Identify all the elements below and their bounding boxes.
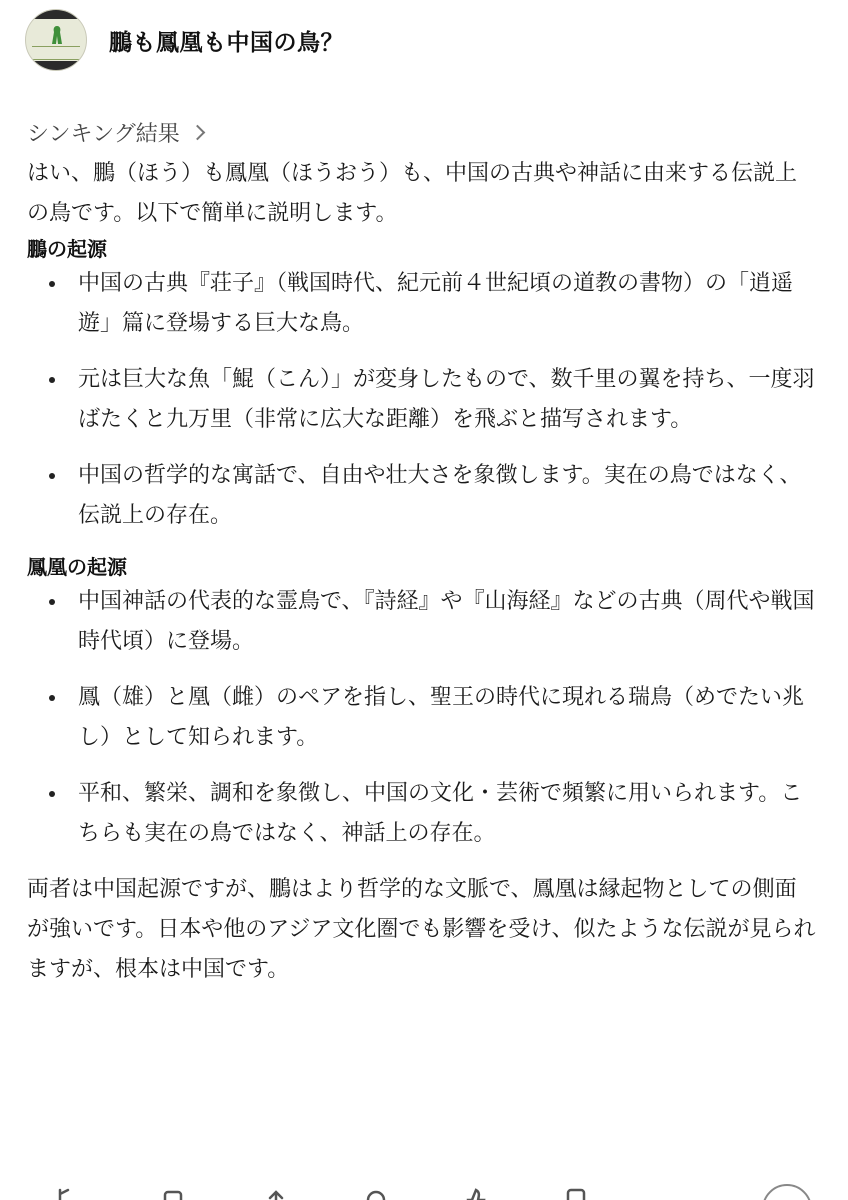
list-item-text: 平和、繁栄、調和を象徴し、中国の文化・芸術で頻繁に用いられます。こちらも実在の鳥ではなく、神話上の存在。 [78,781,803,846]
list-item-text: 中国の古典『荘子』（戦国時代、紀元前４世紀頃の道教の書物）の「逍遥遊」篇に登場する巨大な鳥。 [78,271,794,336]
list-item-text: 中国神話の代表的な霊鳥で、『詩経』や『山海経』などの古典（周代や戦国時代頃）に登場。 [78,589,815,654]
chat-header [25,8,344,72]
intro-paragraph: はい、鵬（ほう）も鳳凰（ほうおう）も、中国の古典や神話に由来する伝説上の鳥です。以下で簡単に説明します。 [27,161,798,226]
bullet-list-phoenix [27,582,817,854]
page-title: 鵬も鳳凰も中国の鳥？ [109,29,344,56]
thinking-result-toggle[interactable] [27,110,817,154]
avatar-film-strip-top [26,10,86,19]
channel-avatar-icon[interactable] [25,9,87,71]
bookmark-icon[interactable] [562,1186,590,1200]
bullet-dot [49,377,55,383]
copy-icon[interactable] [160,1186,188,1200]
share-icon[interactable] [262,1186,290,1200]
list-item [27,264,817,344]
regenerate-icon[interactable] [54,1186,82,1200]
list-item [27,582,817,662]
thumbs-up-icon[interactable] [462,1186,490,1200]
list-item-text: 元は巨大な魚「鯤（こん）」が変身したもので、数千里の翼を持ち、一度羽ばたくと九万里（非常に広大な距離）を飛ぶと描写されます。 [78,367,815,432]
list-item [27,678,817,758]
thinking-result-label: シンキング結果 [27,121,180,147]
mascot-icon [48,24,66,46]
section-heading-phoenix: 鳳凰の起源 [27,555,127,579]
bullet-dot [49,695,55,701]
list-item [27,774,817,854]
list-item-text: 鳳（雄）と凰（雌）のペアを指し、聖王の時代に現れる瑞鳥（めでたい兆し）として知られます。 [78,685,805,750]
response-action-toolbar [0,1180,848,1200]
chevron-right-icon [190,124,206,140]
section-heading-peng: 鵬の起源 [27,237,107,261]
avatar-caption-band [32,46,80,60]
bullet-dot [49,599,55,605]
list-item [27,456,817,536]
more-icon[interactable] [762,1184,812,1200]
answer-body [27,110,817,990]
bullet-dot [49,281,55,287]
refresh-icon[interactable] [362,1186,390,1200]
conclusion-paragraph: 両者は中国起源ですが、鵬はより哲学的な文脈で、鳳凰は縁起物としての側面が強いです。日本や他のアジア文化圏でも影響を受け、似たような伝説が見られますが、根本は中国です。 [27,877,816,982]
list-item [27,360,817,440]
bullet-dot [49,473,55,479]
list-item-text: 中国の哲学的な寓話で、自由や壮大さを象徴します。実在の鳥ではなく、伝説上の存在。 [78,463,802,528]
bullet-dot [49,791,55,797]
bullet-list-peng [27,264,817,536]
avatar-film-strip-bottom [26,61,86,70]
